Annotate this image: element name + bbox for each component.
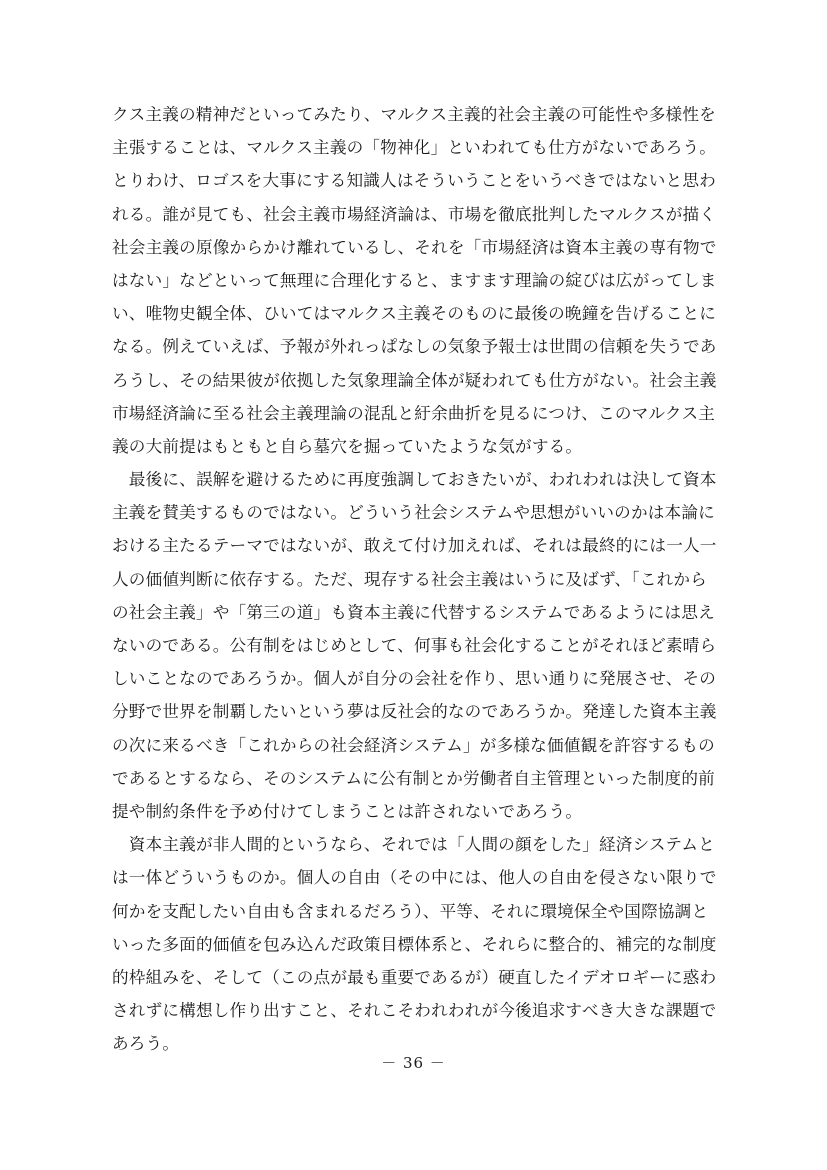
text-line: 何かを支配したい自由も含まれるだろう）、平等、それに環境保全や国際協調と [112,901,709,921]
body-text [112,98,752,1060]
text-line: 的枠組みを、そして（この点が最も重要であるが）硬直したイデオロギーに惑わ [112,967,717,987]
text-line: ないのである。公有制をはじめとして、何事も社会化することがそれほど素晴ら [112,636,717,655]
text-line: はない」などといって無理に合理化すると、ますます理論の綻びは広がってしま [112,270,717,290]
text-line: おける主たるテーマではないが、敢えて付け加えれば、それは最終的には一人一 [112,536,717,556]
text-line: は一体どういうものか。個人の自由（その中には、他人の自由を侵さない限りで [112,868,717,888]
text-line: 主張することは、マルクス主義の「物神化」といわれても仕方がないであろう。 [112,138,717,158]
text-line: ろうし、その結果彼が依拠した気象理論全体が疑われても仕方がない。社会主義 [112,370,717,390]
text-line: れる。誰が見ても、社会主義市場経済論は、市場を徹底批判したマルクスが描く [112,204,717,224]
text-line: 提や制約条件を予め付けてしまうことは許されないであろう。 [112,801,583,821]
text-line: 資本主義が非人間的というなら、それでは「人間の顔をした」経済システムと [112,835,715,855]
text-line: であるとするなら、そのシステムに公有制とか労働者自主管理といった制度的前 [112,768,715,788]
text-line: 分野で世界を制覇したいという夢は反社会的なのであろうか。発達した資本主義 [112,702,717,722]
text-line: しいことなのであろうか。個人が自分の会社を作り、思い通りに発展させ、その [112,669,717,689]
text-line: とりわけ、ロゴスを大事にする知識人はそういうことをいうべきではないと思わ [112,171,716,191]
text-line: い、唯物史観全体、ひいてはマルクス主義そのものに最後の晩鐘を告げることに [112,304,717,324]
text-line: なる。例えていえば、予報が外れっぱなしの気象予報士は世間の信頼を失うであ [112,337,717,357]
text-line: されずに構想し作り出すこと、それこそわれわれが今後追求すべき大きな課題で [112,1001,717,1021]
text-line: の次に来るべき「これからの社会経済システム」が多様な価値観を許容するもの [112,735,715,755]
text-line: あろう。 [112,1034,180,1054]
text-line: 社会主義の原像からかけ離れているし、それを「市場経済は資本主義の専有物で [112,237,717,257]
text-line: の社会主義」や「第三の道」も資本主義に代替するシステムであるようには思え [112,602,715,622]
text-line: クス主義の精神だといってみたり、マルクス主義的社会主義の可能性や多様性を [112,105,716,124]
text-line: 主義を賛美するものではない。どういう社会システムや思想がいいのかは本論に [112,503,715,523]
text-line: いった多面的価値を包み込んだ政策目標体系と、それらに整合的、補完的な制度 [112,934,717,954]
page-number: － 36 － [381,1054,446,1072]
text-line: 市場経済論に至る社会主義理論の混乱と紆余曲折を見るにつけ、このマルクス主 [112,403,716,423]
text-line: 義の大前提はもともと自ら墓穴を掘っていたような気がする。 [112,436,583,456]
text-line: 人の価値判断に依存する。ただ、現存する社会主義はいうに及ばず、「これから [112,569,707,589]
text-line: 最後に、誤解を避けるために再度強調しておきたいが、われわれは決して資本 [112,470,717,490]
